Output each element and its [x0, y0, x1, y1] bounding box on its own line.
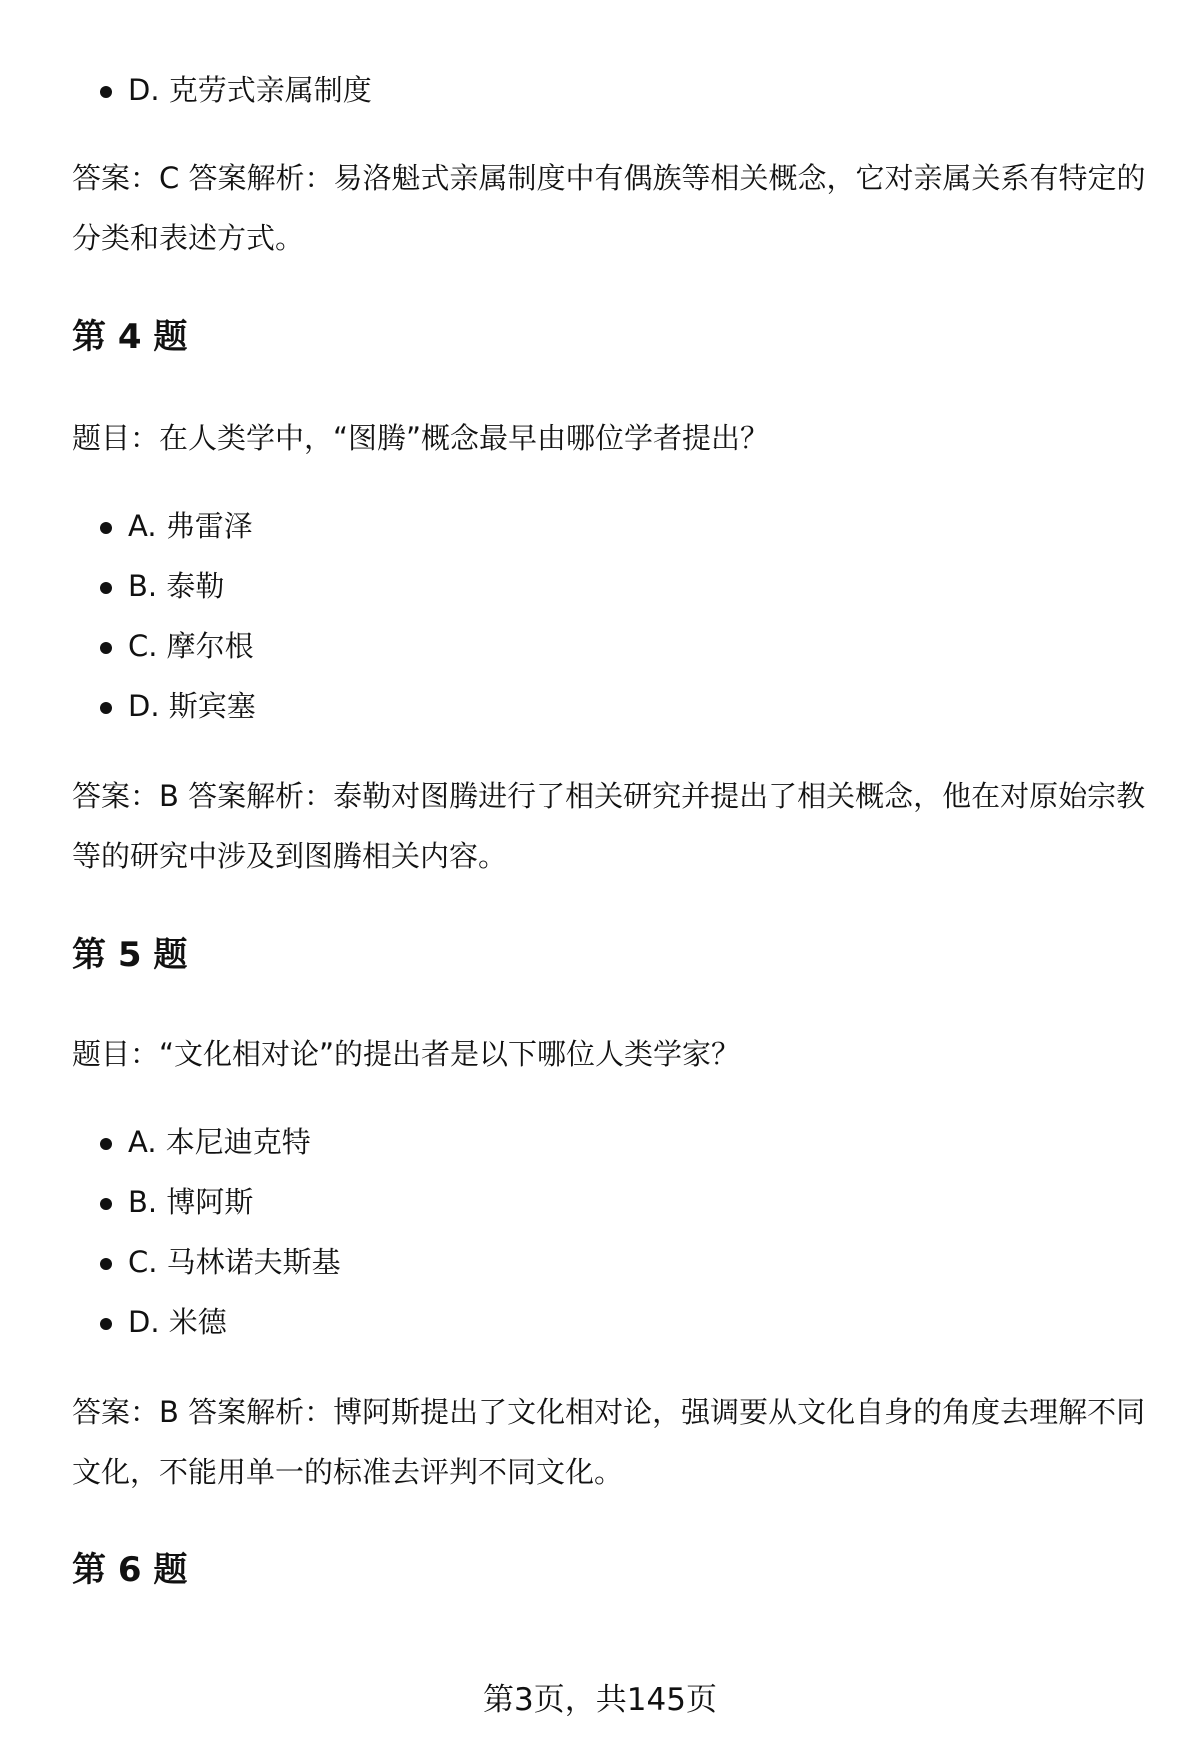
question-4-heading-block: [72, 307, 1152, 367]
question-5-answer-block: [72, 1382, 1152, 1502]
question-5-heading-block: [72, 925, 1152, 985]
option-c: C. 摩尔根: [72, 616, 1152, 676]
option-b: B. 博阿斯: [72, 1172, 1152, 1232]
option-list: [72, 1112, 1152, 1352]
option-d: D. 斯宾塞: [72, 676, 1152, 736]
answer-explanation: 答案：C 答案解析：易洛魁式亲属制度中有偶族等相关概念，它对亲属关系有特定的分类和表述方式。: [72, 161, 1146, 255]
answer-explanation: 答案：B 答案解析：博阿斯提出了文化相对论，强调要从文化自身的角度去理解不同文化，不能用单一的标准去评判不同文化。: [72, 1395, 1146, 1489]
document-page: [72, 0, 1152, 1755]
question-5-prompt-block: [72, 1024, 1152, 1084]
option-d: D. 克劳式亲属制度: [72, 60, 1152, 120]
prev-question-answer-block: [72, 148, 1152, 268]
question-prompt: 题目：“文化相对论”的提出者是以下哪位人类学家？: [72, 1037, 741, 1071]
question-heading: 第 6 题: [72, 1550, 188, 1590]
option-a: A. 本尼迪克特: [72, 1112, 1152, 1172]
question-4-prompt-block: [72, 408, 1152, 468]
option-c: C. 马林诺夫斯基: [72, 1232, 1152, 1292]
option-list: [72, 496, 1152, 736]
answer-explanation: 答案：B 答案解析：泰勒对图腾进行了相关研究并提出了相关概念，他在对原始宗教等的研究中涉及到图腾相关内容。: [72, 779, 1146, 873]
question-heading: 第 4 题: [72, 317, 188, 357]
option-d: D. 米德: [72, 1292, 1152, 1352]
question-5-options: [72, 1112, 1152, 1352]
option-b: B. 泰勒: [72, 556, 1152, 616]
question-4-options: [72, 496, 1152, 736]
question-4-answer-block: [72, 766, 1152, 886]
page-number: 第3页，共145页: [483, 1682, 717, 1718]
question-6-heading-block: [72, 1540, 1152, 1600]
option-a: A. 弗雷泽: [72, 496, 1152, 556]
option-list: [72, 60, 1152, 120]
page-footer: [0, 1670, 1200, 1730]
prev-question-options: [72, 60, 1152, 120]
question-heading: 第 5 题: [72, 935, 188, 975]
question-prompt: 题目：在人类学中，“图腾”概念最早由哪位学者提出？: [72, 421, 770, 455]
